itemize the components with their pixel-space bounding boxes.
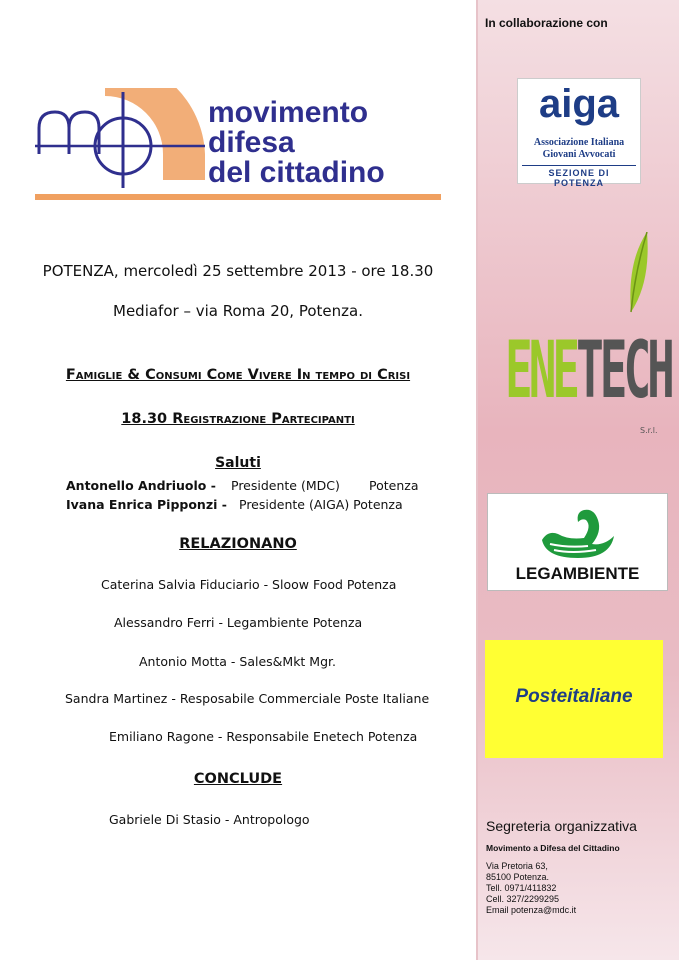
saluti-city: Potenza	[369, 478, 419, 493]
enetech-logo	[505, 228, 671, 458]
segreteria-subtitle: Movimento a Difesa del Cittadino	[486, 843, 620, 853]
segreteria-address	[486, 861, 576, 916]
aiga-logo	[517, 78, 641, 188]
leaf-icon	[617, 232, 657, 314]
logo-line-3: del cittadino	[208, 156, 385, 189]
email-line: Email potenza@mdc.it	[486, 905, 577, 915]
enetech-green: ENE	[505, 324, 577, 416]
legambiente-logo	[487, 493, 668, 591]
enetech-grey: TECH	[576, 324, 671, 416]
event-title: Famiglie & Consumi Come Vivere In tempo di Crisi	[65, 367, 411, 383]
relazionano-heading: RELAZIONANO	[179, 536, 297, 552]
poste-wordmark: Posteitaliane	[515, 686, 633, 707]
logo-swoosh	[105, 88, 205, 180]
mobile-line: Cell. 327/2299295	[486, 894, 560, 904]
saluti-name: Antonello Andriuolo -	[66, 478, 216, 493]
aiga-wordmark: aiga	[538, 82, 620, 126]
saluti-role: Presidente (MDC)	[231, 478, 340, 493]
logo-line-1: movimento	[208, 96, 369, 129]
saluti-heading: Saluti	[215, 455, 261, 471]
poste-logo	[485, 640, 663, 758]
event-date: POTENZA, mercoledì 25 settembre 2013 - ore 18.30	[42, 262, 434, 280]
conclude-item: Gabriele Di Stasio - Antropologo	[109, 812, 310, 827]
enetech-srl: S.r.l.	[640, 426, 658, 435]
saluti-name: Ivana Enrica Pipponzi -	[66, 497, 227, 512]
aiga-line-1: Associazione Italiana	[533, 137, 625, 148]
saluti-role: Presidente (AIGA) Potenza	[239, 497, 403, 512]
collab-label: In collaborazione con	[485, 16, 608, 30]
logo-line-2: difesa	[208, 126, 295, 159]
speaker-item: Alessandro Ferri - Legambiente Potenza	[114, 615, 363, 630]
logo-wordmark	[208, 98, 385, 188]
address-line: Via Pretoria 63,	[486, 861, 548, 871]
conclude-heading: CONCLUDE	[193, 771, 283, 787]
speaker-item: Caterina Salvia Fiduciario - Sloow Food Potenza	[101, 577, 397, 592]
address-line: 85100 Potenza.	[486, 872, 550, 882]
segreteria-title: Segreteria organizzativa	[486, 818, 637, 834]
saluti-row	[66, 497, 227, 512]
speaker-item: Sandra Martinez - Resposabile Commerciale Poste Italiane	[65, 691, 430, 706]
registration-line: 18.30 Registrazione Partecipanti	[121, 411, 355, 427]
legambiente-wordmark: LEGAMBIENTE	[515, 564, 640, 583]
enetech-wordmark	[505, 324, 671, 416]
aiga-line-2: Giovani Avvocati	[542, 149, 616, 160]
swan-icon	[538, 500, 618, 562]
saluti-row	[66, 478, 216, 493]
phone-line: Tell. 0971/411832	[486, 883, 557, 893]
speaker-item: Antonio Motta - Sales&Mkt Mgr.	[139, 654, 336, 669]
event-place: Mediafor – via Roma 20, Potenza.	[113, 302, 363, 320]
aiga-sezione: SEZIONE DI POTENZA	[522, 165, 636, 188]
speaker-item: Emiliano Ragone - Responsabile Enetech Potenza	[109, 729, 418, 744]
